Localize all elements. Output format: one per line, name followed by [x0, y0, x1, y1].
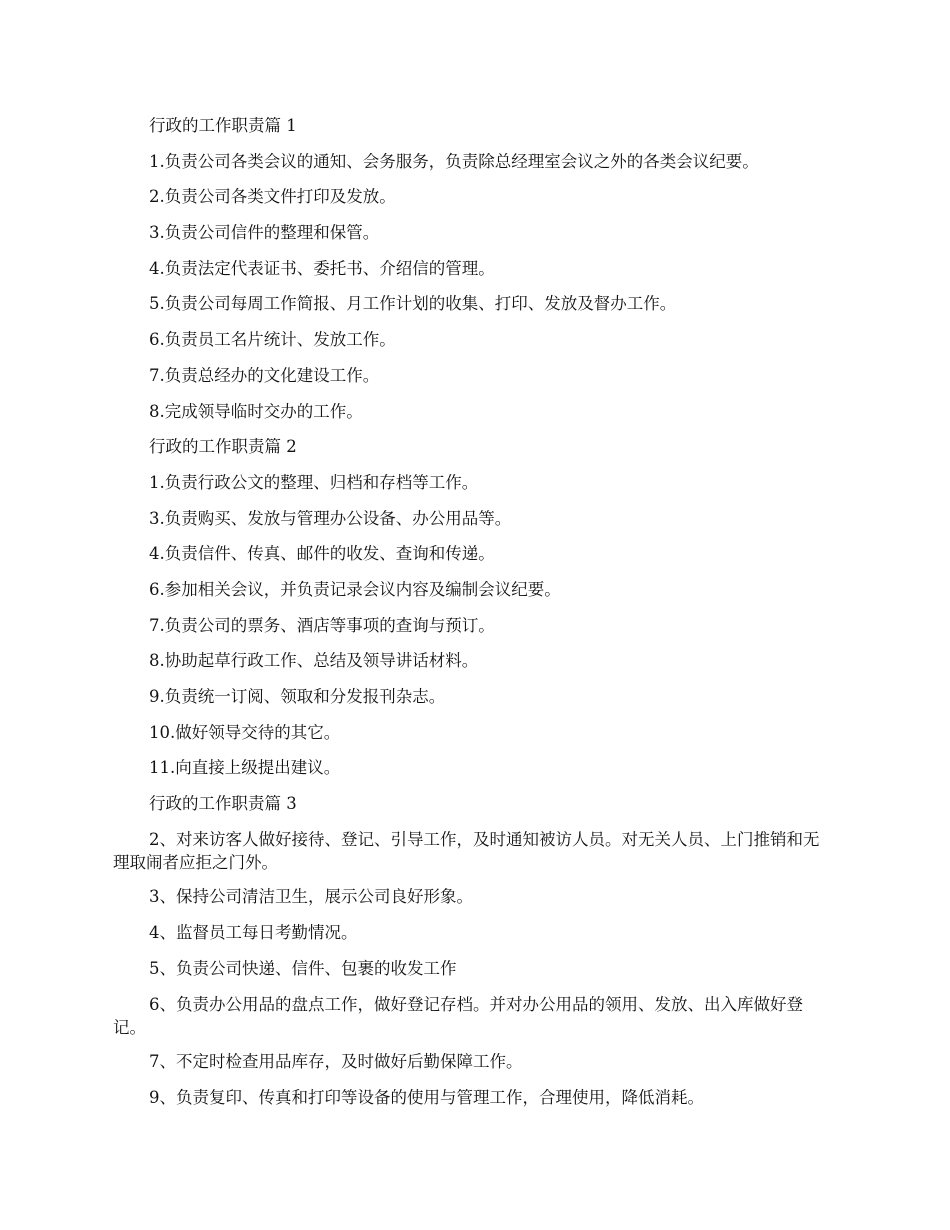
- list-item: 4.负责信件、传真、邮件的收发、查询和传递。: [149, 544, 495, 564]
- list-item: 7.负责总经办的文化建设工作。: [149, 365, 380, 385]
- list-item: 7、不定时检查用品库存，及时做好后勤保障工作。: [149, 1052, 523, 1072]
- list-item: 3.负责公司信件的整理和保管。: [149, 223, 380, 243]
- list-item: 6.参加相关会议，并负责记录会议内容及编制会议纪要。: [149, 579, 561, 599]
- list-item: 2、对来访客人做好接待、登记、引导工作，及时通知被访人员。对无关人员、上门推销和无理取闹者应拒之门外。: [113, 829, 820, 872]
- list-item: 5、负责公司快递、信件、包裹的收发工作: [149, 958, 457, 978]
- section-heading-2: 行政的工作职责篇 2: [149, 437, 297, 457]
- list-item: 6、负责办公用品的盘点工作，做好登记存档。并对办公用品的领用、发放、出入库做好登记。: [113, 994, 803, 1037]
- list-item: 3、保持公司清洁卫生，展示公司良好形象。: [149, 887, 473, 907]
- list-item: 6.负责员工名片统计、发放工作。: [149, 330, 396, 350]
- list-item: 4.负责法定代表证书、委托书、介绍信的管理。: [149, 258, 495, 278]
- document-body: [113, 114, 833, 1122]
- list-item: 2.负责公司各类文件打印及发放。: [149, 187, 396, 207]
- list-item: 7.负责公司的票务、酒店等事项的查询与预订。: [149, 615, 495, 635]
- list-item: 9.负责统一订阅、领取和分发报刊杂志。: [149, 687, 446, 706]
- list-item: 1.负责行政公文的整理、归档和存档等工作。: [149, 472, 479, 492]
- list-item: 8.协助起草行政工作、总结及领导讲话材料。: [149, 651, 479, 671]
- list-item: 8.完成领导临时交办的工作。: [149, 401, 363, 421]
- list-item: 10.做好领导交待的其它。: [149, 722, 341, 742]
- section-heading-1: 行政的工作职责篇 1: [149, 116, 297, 135]
- list-item: 1.负责公司各类会议的通知、会务服务，负责除总经理室会议之外的各类会议纪要。: [149, 151, 759, 171]
- list-item: 3.负责购买、发放与管理办公设备、办公用品等。: [149, 508, 512, 528]
- list-item: 9、负责复印、传真和打印等设备的使用与管理工作，合理使用，降低消耗。: [149, 1087, 704, 1107]
- list-item: 4、监督员工每日考勤情况。: [149, 923, 358, 943]
- section-heading-3: 行政的工作职责篇 3: [149, 794, 297, 814]
- list-item: 11.向直接上级提出建议。: [149, 758, 341, 778]
- list-item: 5.负责公司每周工作简报、月工作计划的收集、打印、发放及督办工作。: [149, 294, 677, 314]
